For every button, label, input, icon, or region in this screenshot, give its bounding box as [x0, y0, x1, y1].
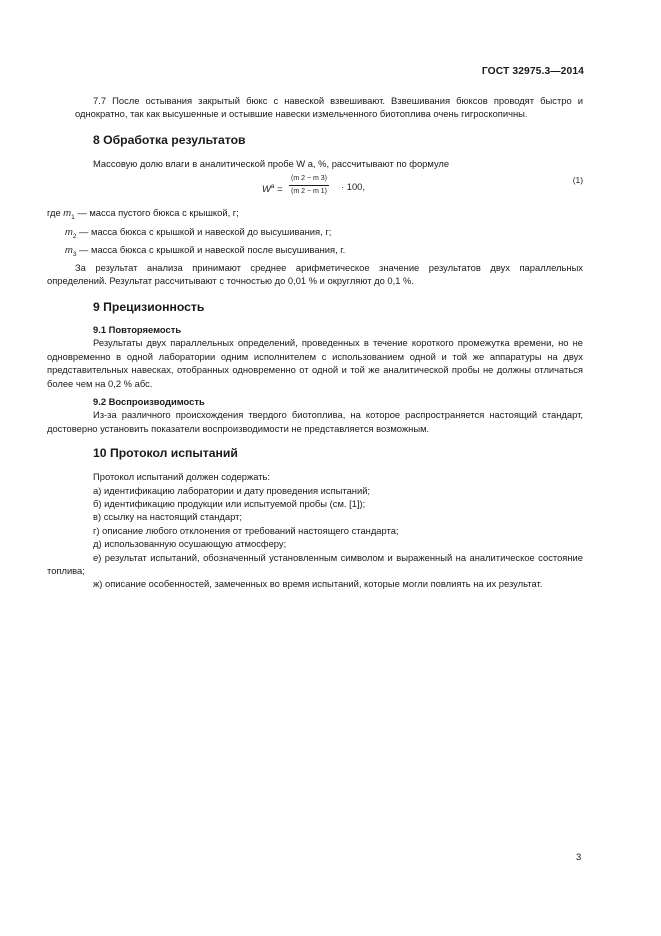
- protocol-item: д) использованную осушающую атмосферу;: [93, 538, 287, 550]
- page-number: 3: [576, 851, 582, 862]
- definition-m3: $m_3$ — масса бюкса с крышкой и навеской после высушивания, г.: [65, 243, 346, 258]
- formula-numerator: (m 2 − m 3): [289, 174, 329, 186]
- formula-1: [75, 174, 583, 206]
- paragraph-7-7: 7.7 После остывания закрытый бюкс с навеской взвешивают. Взвешивания бюксов проводят быстро и однократно, так как высушенные и остывшие навески измельченного биотоплива очень гигроскопичны.: [75, 95, 583, 120]
- protocol-item: е) результат испытаний, обозначенный установленным символом и выраженный на аналитическое состояние топлива;: [47, 551, 583, 576]
- section-8-heading: 8 Обработка результатов: [93, 132, 246, 147]
- protocol-item: ж) описание особенностей, замеченных во время испытаний, которые могли повлиять на их результат.: [93, 578, 543, 590]
- formula-fraction: [289, 174, 329, 197]
- definition-m2: $m_2$ — масса бюкса с крышкой и навеской до высушивания, г;: [65, 225, 332, 240]
- formula-lhs: $W^a$ =: [262, 183, 283, 195]
- page-content: [47, 94, 583, 591]
- variable-definitions: [47, 206, 583, 261]
- formula-number: (1): [572, 175, 583, 186]
- formula-tail: · 100,: [341, 181, 365, 193]
- section-9-heading: 9 Прецизионность: [93, 299, 205, 314]
- protocol-item: г) описание любого отклонения от требований настоящего стандарта;: [93, 524, 399, 536]
- formula-denominator: (m 2 − m 1): [291, 188, 327, 196]
- section-9-2-text: Из-за различного происхождения твердого биотоплива, на которое распространяется настоящий стандарт, достоверно установить показатели воспроизводимости не представляется возможным.: [47, 409, 583, 434]
- section-9-1-heading: 9.1 Повторяемость: [93, 323, 182, 335]
- section-10-heading: 10 Протокол испытаний: [93, 446, 238, 461]
- protocol-items: [47, 484, 583, 591]
- section-10-intro: Протокол испытаний должен содержать:: [93, 471, 271, 483]
- section-9-1-text: Результаты двух параллельных определений, проведенных в течение короткого промежутка времени, но не одновременно в одной лаборатории одним исполнителем с использованием одной и той же аппаратуры на двух представительных навесках, отобранных одновременно от одной и той же аналитической пробы не должны отличаться более чем на 0,2 % абс.: [47, 337, 583, 389]
- protocol-item: б) идентификацию продукции или испытуемой пробы (см. [1]);: [93, 497, 366, 509]
- section-10-body: [47, 470, 583, 591]
- protocol-item: а) идентификацию лаборатории и дату проведения испытаний;: [93, 484, 371, 496]
- section-8-intro: Массовую долю влаги в аналитической пробе W a, %, рассчитывают по формуле: [93, 157, 450, 169]
- section-9-2-heading: 9.2 Воспроизводимость: [93, 395, 205, 407]
- standard-header: ГОСТ 32975.3—2014: [481, 66, 584, 77]
- definition-m1: где $m_1$ — масса пустого бюкса с крышкой, г;: [47, 207, 239, 222]
- protocol-item: в) ссылку на настоящий стандарт;: [93, 511, 242, 523]
- section-8-result: За результат анализа принимают среднее арифметическое значение результатов двух параллельных определений. Результат рассчитывают с точностью до 0,01 % и округляют до 0,1 %.: [47, 262, 583, 287]
